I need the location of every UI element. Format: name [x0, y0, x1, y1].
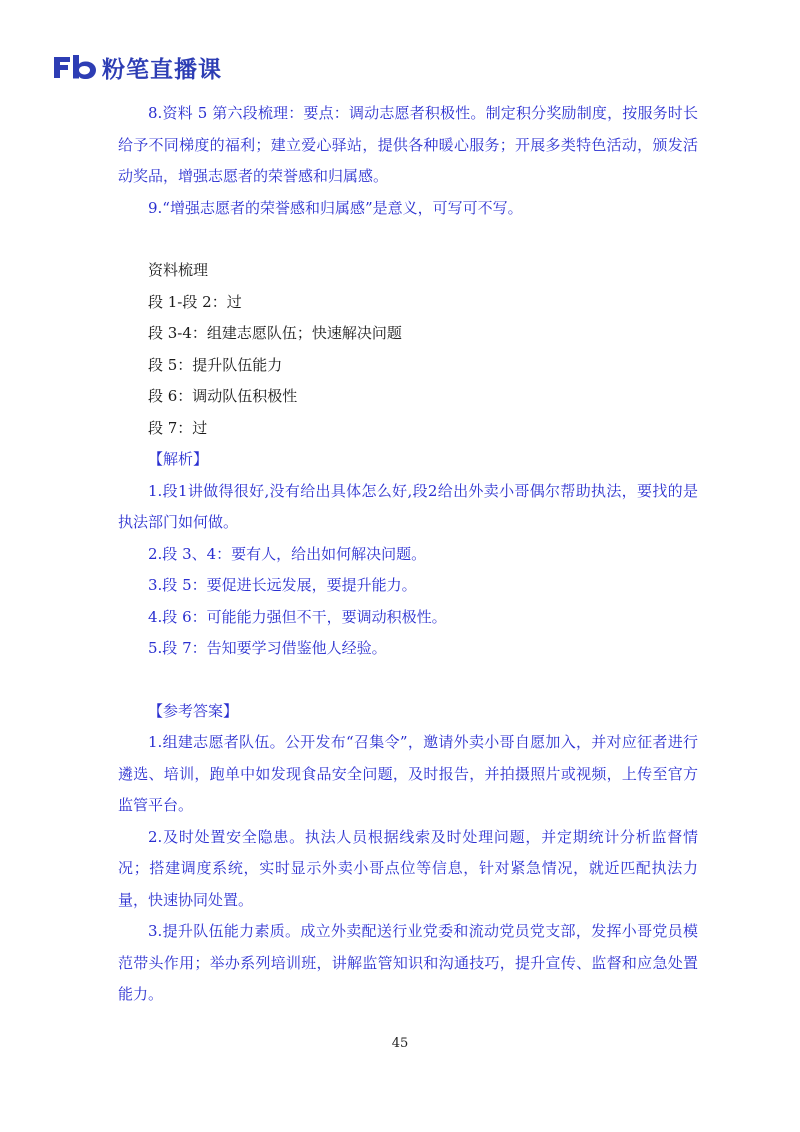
spacer [118, 224, 698, 255]
page-number: 45 [391, 1036, 409, 1051]
answer-item: 3.提升队伍能力素质。成立外卖配送行业党委和流动党员党支部，发挥小哥党员模范带头作用；举办系列培训班，讲解监管知识和沟通技巧，提升宣传、监督和应急处置能力。 [118, 922, 698, 1003]
document-body [118, 98, 698, 1011]
header [52, 50, 222, 84]
summary-item: 段 6：调动队伍积极性 [148, 387, 298, 405]
answer-item: 2.及时处置安全隐患。执法人员根据线索及时处理问题，并定期统计分析监督情况；搭建调度系统，实时显示外卖小哥点位等信息，针对紧急情况，就近匹配执法力量，快速协同处置。 [118, 827, 698, 909]
paragraph-9: 9.“增强志愿者的荣誉感和归属感”是意义，可写可不写。 [148, 198, 523, 217]
summary-title: 资料梳理 [148, 261, 209, 279]
analysis-item: 2.段 3、4：要有人，给出如何解决问题。 [148, 544, 427, 563]
summary-item: 段 3-4：组建志愿队伍；快速解决问题 [148, 324, 402, 342]
summary-item: 段 1-段 2：过 [148, 292, 242, 311]
analysis-item: 4.段 6：可能能力强但不干，要调动积极性。 [148, 607, 447, 626]
spacer [118, 665, 698, 696]
summary-item: 段 7：过 [148, 418, 208, 437]
paragraph-8: 8.资料 5 第六段梳理：要点：调动志愿者积极性。制定积分奖励制度，按服务时长给予不同梯度的福利；建立爱心驿站，提供各种暖心服务；开展多类特色活动，颁发活动奖品，增强志愿者的荣誉感和归属感。 [118, 104, 698, 185]
analysis-item: 3.段 5：要促进长远发展，要提升能力。 [148, 576, 417, 594]
analysis-item: 5.段 7：告知要学习借鉴他人经验。 [148, 639, 387, 657]
analysis-title: 【解析】 [148, 450, 209, 468]
summary-item: 段 5：提升队伍能力 [148, 355, 283, 374]
answer-item: 1.组建志愿者队伍。公开发布“召集令”，邀请外卖小哥自愿加入，并对应征者进行遴选、培训，跑单中如发现食品安全问题，及时报告，并拍摄照片或视频，上传至官方监管平台。 [118, 733, 698, 814]
analysis-item: 1.段1讲做得很好,没有给出具体怎么好,段2给出外卖小哥偶尔帮助执法，要找的是执法部门如何做。 [118, 481, 698, 531]
answer-title: 【参考答案】 [148, 701, 239, 720]
fenbi-logo-icon [52, 53, 98, 81]
brand-name: 粉笔直播课 [102, 56, 222, 83]
